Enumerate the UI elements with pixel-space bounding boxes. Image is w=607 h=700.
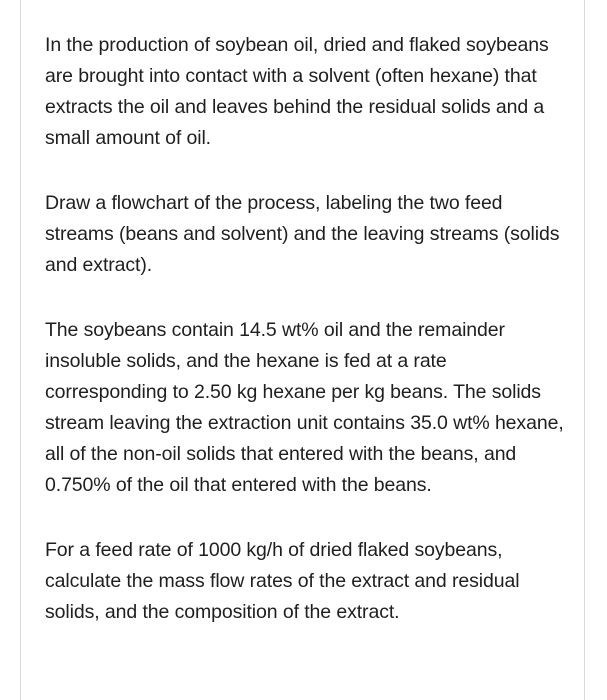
paragraph-flowchart-task: Draw a flowchart of the process, labeling the two feed streams (beans and solvent) and the leaving streams (solids and extract). — [45, 192, 560, 276]
question-card — [20, 0, 585, 700]
paragraph-intro: In the production of soybean oil, dried and flaked soybeans are brought into contact with a solvent (often hexane) that extracts the oil and leaves behind the residual solids and a small amount of oil. — [45, 34, 549, 149]
paragraph-calculation-task: For a feed rate of 1000 kg/h of dried flaked soybeans, calculate the mass flow rates of the extract and residual solids, and the composition of the extract. — [45, 539, 520, 623]
paragraph-given-data: The soybeans contain 14.5 wt% oil and the remainder insoluble solids, and the hexane is fed at a rate corresponding to 2.50 kg hexane per kg beans. The solids stream leaving the extraction unit contains 35.0 wt% hexane, all of the non-oil solids that entered with the beans, and 0.750% of the oil that entered with the beans. — [45, 319, 564, 496]
question-text — [45, 30, 570, 628]
